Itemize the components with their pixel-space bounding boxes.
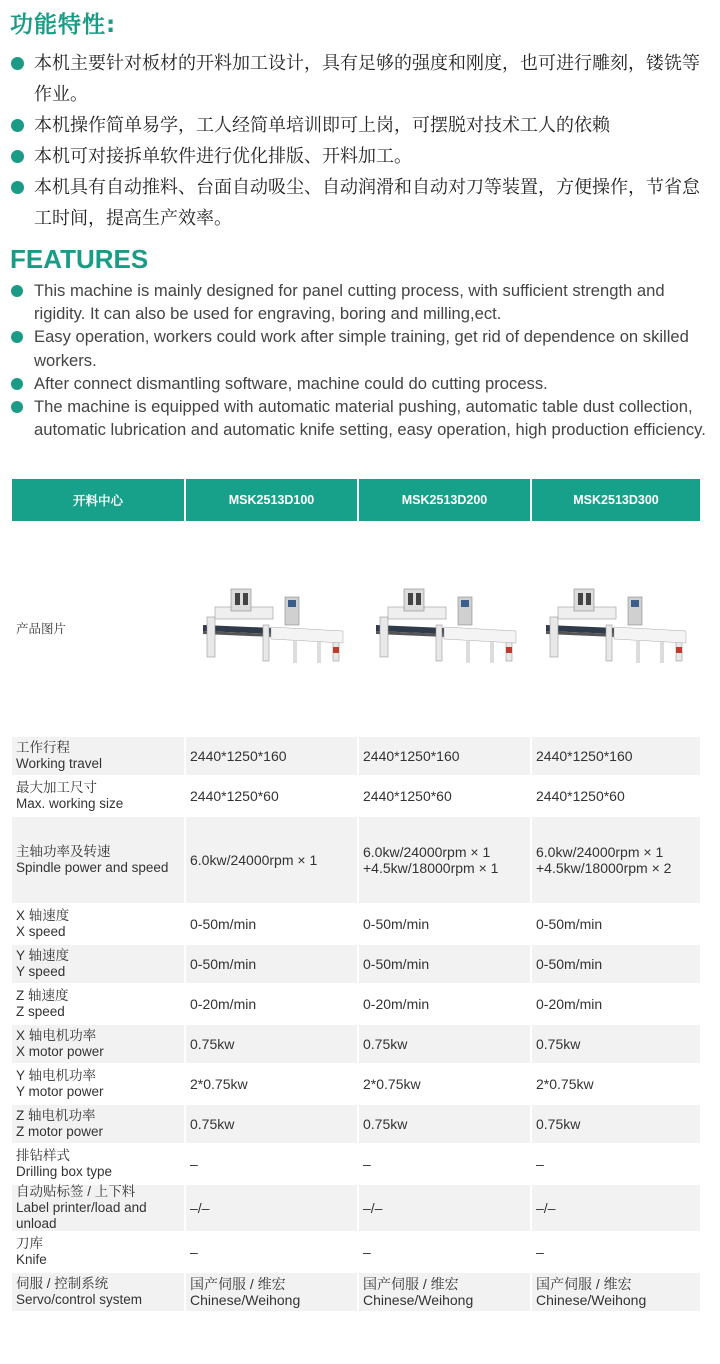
value-line: – <box>190 1156 198 1172</box>
cnc-machine-icon <box>193 587 353 669</box>
row-value <box>186 1185 359 1231</box>
row-label-en: Servo/control system <box>16 1292 143 1307</box>
row-label <box>12 1065 186 1103</box>
list-item <box>10 141 710 172</box>
value-line: 6.0kw/24000rpm × 1 <box>536 844 664 860</box>
bullet-dot-icon <box>11 378 23 390</box>
header-cell: 开料中心 <box>12 479 186 521</box>
value-line: – <box>190 1244 198 1260</box>
value-line: 2440*1250*160 <box>363 748 460 764</box>
value-line: 6.0kw/24000rpm × 1 <box>190 852 318 868</box>
row-value <box>359 1025 532 1063</box>
value-line: 6.0kw/24000rpm × 1 <box>363 844 491 860</box>
list-item <box>10 395 710 441</box>
row-value <box>532 945 700 983</box>
value-line: –/– <box>536 1200 556 1216</box>
value-line: 0.75kw <box>363 1116 408 1132</box>
value-line: +4.5kw/18000rpm × 1 <box>363 860 499 876</box>
row-value <box>532 1145 700 1183</box>
value-line: 国产伺服 / 维宏 <box>190 1276 286 1292</box>
feature-text: The machine is equipped with automatic material pushing, automatic table dust collection, automatic lubrication and automatic knife setting, easy operation, high production efficiency. <box>34 397 706 440</box>
cnc-machine-icon <box>366 587 526 669</box>
feature-text: 本机具有自动推料、台面自动吸尘、自动润滑和自动对刀等装置，方便操作，节省怠工时间，提高生产效率。 <box>34 177 700 229</box>
feature-text: 本机操作简单易学，工人经简单培训即可上岗，可摆脱对技术工人的依赖 <box>34 115 610 136</box>
value-line: Chinese/Weihong <box>363 1292 474 1308</box>
row-label-cn: 自动贴标签 / 上下料 <box>16 1184 136 1199</box>
row-label <box>12 777 186 815</box>
value-line: 2440*1250*160 <box>190 748 287 764</box>
value-line: 0-50m/min <box>536 956 603 972</box>
value-line: – <box>536 1156 544 1172</box>
row-value <box>359 1145 532 1183</box>
list-item <box>10 48 710 110</box>
value-line: –/– <box>190 1200 210 1216</box>
product-image-label: 产品图片 <box>16 621 67 636</box>
value-line: 0-50m/min <box>536 916 603 932</box>
row-value <box>532 737 700 775</box>
row-label-cn: X 轴电机功率 <box>16 1028 97 1043</box>
features-cn-list <box>10 48 710 234</box>
value-line: 2*0.75kw <box>190 1076 248 1092</box>
list-item <box>10 325 710 371</box>
table-row <box>12 1023 700 1063</box>
row-value <box>186 1105 359 1143</box>
value-line: 0-20m/min <box>363 996 430 1012</box>
list-item <box>10 279 710 325</box>
row-value <box>186 1025 359 1063</box>
row-value <box>359 1185 532 1231</box>
row-value <box>532 1185 700 1231</box>
table-row <box>12 815 700 903</box>
row-label-en: Z motor power <box>16 1124 104 1139</box>
value-line: 0.75kw <box>190 1116 235 1132</box>
spec-header-row <box>12 479 700 521</box>
row-value <box>359 817 532 903</box>
row-label-cn: Z 轴电机功率 <box>16 1108 96 1123</box>
table-row <box>12 735 700 775</box>
feature-text: This machine is mainly designed for panel cutting process, with sufficient strength and rigidity. It can also be used for engraving, boring and milling,ect. <box>34 281 665 324</box>
row-label-cn: Z 轴速度 <box>16 988 69 1003</box>
value-line: 2440*1250*60 <box>363 788 452 804</box>
row-value <box>359 777 532 815</box>
row-value <box>186 1065 359 1103</box>
value-line: 2440*1250*160 <box>536 748 633 764</box>
value-line: 2440*1250*60 <box>536 788 625 804</box>
features-en-title: FEATURES <box>10 244 149 274</box>
row-label <box>12 945 186 983</box>
row-label-en: Spindle power and speed <box>16 860 169 875</box>
row-value <box>532 905 700 943</box>
table-row <box>12 903 700 943</box>
table-row <box>12 983 700 1023</box>
row-label-en: Y speed <box>16 964 66 979</box>
row-label <box>12 1185 186 1231</box>
value-line: – <box>536 1244 544 1260</box>
row-label-cn: 最大加工尺寸 <box>16 780 97 795</box>
row-label <box>12 1145 186 1183</box>
row-label <box>12 985 186 1023</box>
row-value <box>359 905 532 943</box>
features-en-list <box>10 279 710 441</box>
product-image <box>186 521 359 735</box>
header-cell: MSK2513D200 <box>359 479 532 521</box>
bullet-dot-icon <box>11 181 24 194</box>
table-row <box>12 1231 700 1271</box>
header-cell: MSK2513D100 <box>186 479 359 521</box>
row-label-en: Knife <box>16 1252 47 1267</box>
row-value <box>359 1065 532 1103</box>
row-value <box>186 945 359 983</box>
row-label-en: Drilling box type <box>16 1164 113 1179</box>
row-label-en: Label printer/load and unload <box>16 1200 147 1231</box>
bullet-dot-icon <box>11 57 24 70</box>
table-row <box>12 1271 700 1311</box>
row-label-cn: 伺服 / 控制系统 <box>16 1276 109 1291</box>
value-line: 2*0.75kw <box>536 1076 594 1092</box>
header-cell: MSK2513D300 <box>532 479 700 521</box>
value-line: 0.75kw <box>536 1116 581 1132</box>
table-row <box>12 1103 700 1143</box>
row-value <box>186 1233 359 1271</box>
value-line: Chinese/Weihong <box>536 1292 647 1308</box>
spec-rows <box>12 735 700 1311</box>
table-row <box>12 1143 700 1183</box>
product-image <box>532 521 700 735</box>
row-value <box>186 1273 359 1311</box>
row-value <box>186 737 359 775</box>
row-value <box>359 737 532 775</box>
row-label-en: Z speed <box>16 1004 65 1019</box>
feature-text: 本机主要针对板材的开料加工设计，具有足够的强度和刚度，也可进行雕刻，镂铣等作业。 <box>34 53 700 105</box>
row-value <box>532 1233 700 1271</box>
row-value <box>532 1065 700 1103</box>
list-item <box>10 172 710 234</box>
row-value <box>532 985 700 1023</box>
value-line: –/– <box>363 1200 383 1216</box>
value-line: 0-50m/min <box>363 916 430 932</box>
bullet-dot-icon <box>11 119 24 132</box>
row-value <box>532 1105 700 1143</box>
row-value <box>532 817 700 903</box>
row-label <box>12 817 186 903</box>
value-line: 0.75kw <box>363 1036 408 1052</box>
value-line: 0-50m/min <box>190 916 257 932</box>
value-line: Chinese/Weihong <box>190 1292 301 1308</box>
row-value <box>359 1105 532 1143</box>
row-value <box>532 1025 700 1063</box>
cnc-machine-icon <box>536 587 696 669</box>
product-image <box>359 521 532 735</box>
features-cn-title: 功能特性: <box>10 12 117 38</box>
bullet-dot-icon <box>11 150 24 163</box>
row-value <box>186 985 359 1023</box>
list-item <box>10 372 710 395</box>
row-value <box>186 817 359 903</box>
feature-text: Easy operation, workers could work after simple training, get rid of dependence on skilled workers. <box>34 327 689 370</box>
row-label-en: X motor power <box>16 1044 104 1059</box>
table-row <box>12 943 700 983</box>
value-line: 0-50m/min <box>363 956 430 972</box>
row-value <box>359 945 532 983</box>
row-label-en: Max. working size <box>16 796 124 811</box>
row-label-cn: X 轴速度 <box>16 908 70 923</box>
row-label-cn: 工作行程 <box>16 740 70 755</box>
row-label-en: Y motor power <box>16 1084 104 1099</box>
row-value <box>359 1273 532 1311</box>
bullet-dot-icon <box>11 331 23 343</box>
value-line: 0-20m/min <box>190 996 257 1012</box>
row-value <box>186 1145 359 1183</box>
row-label-cn: 刀库 <box>16 1236 43 1251</box>
table-row <box>12 1183 700 1231</box>
value-line: 0-50m/min <box>190 956 257 972</box>
row-label <box>12 1233 186 1271</box>
spec-table <box>12 479 700 1311</box>
feature-text: After connect dismantling software, machine could do cutting process. <box>34 373 548 393</box>
value-line: 0.75kw <box>190 1036 235 1052</box>
product-image-row <box>12 521 700 735</box>
row-label-cn: Y 轴电机功率 <box>16 1068 97 1083</box>
value-line: – <box>363 1156 371 1172</box>
row-label <box>12 1273 186 1311</box>
value-line: – <box>363 1244 371 1260</box>
row-value <box>532 777 700 815</box>
value-line: 2*0.75kw <box>363 1076 421 1092</box>
bullet-dot-icon <box>11 401 23 413</box>
row-label-cn: 主轴功率及转速 <box>16 844 111 859</box>
row-label-en: X speed <box>16 924 66 939</box>
bullet-dot-icon <box>11 285 23 297</box>
row-label-cn: 排钻样式 <box>16 1148 70 1163</box>
list-item <box>10 110 710 141</box>
value-line: 国产伺服 / 维宏 <box>363 1276 459 1292</box>
row-label <box>12 905 186 943</box>
row-label-en: Working travel <box>16 756 103 771</box>
row-value <box>186 905 359 943</box>
row-value <box>532 1273 700 1311</box>
value-line: 0.75kw <box>536 1036 581 1052</box>
table-row <box>12 1063 700 1103</box>
value-line: +4.5kw/18000rpm × 2 <box>536 860 672 876</box>
row-value <box>359 1233 532 1271</box>
row-value <box>186 777 359 815</box>
row-label <box>12 737 186 775</box>
value-line: 2440*1250*60 <box>190 788 279 804</box>
row-value <box>359 985 532 1023</box>
row-label <box>12 1025 186 1063</box>
row-label-cn: Y 轴速度 <box>16 948 70 963</box>
row-label <box>12 1105 186 1143</box>
value-line: 国产伺服 / 维宏 <box>536 1276 632 1292</box>
table-row <box>12 775 700 815</box>
value-line: 0-20m/min <box>536 996 603 1012</box>
feature-text: 本机可对接拆单软件进行优化排版、开料加工。 <box>34 146 412 167</box>
